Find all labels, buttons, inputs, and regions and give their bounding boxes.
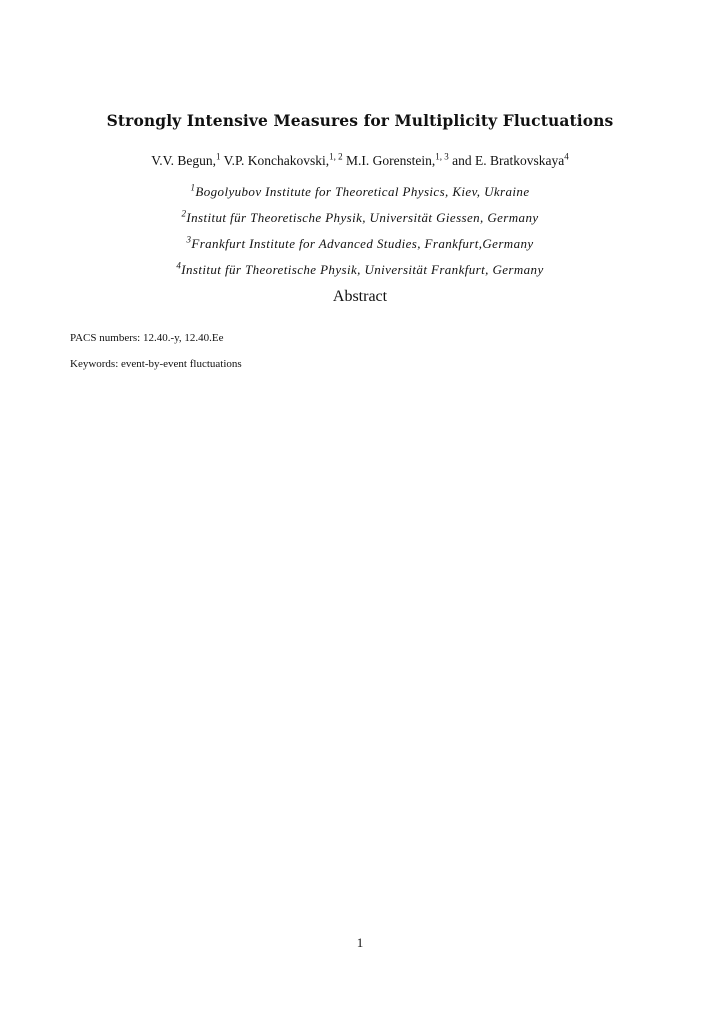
affiliation: $^2$Institut für Theoretische Physik, Universität Giessen, Germany bbox=[181, 208, 539, 225]
affiliation: $^1$Bogolyubov Institute for Theoretical Physics, Kiev, Ukraine bbox=[190, 182, 530, 199]
author-affiliation-mark: 1, 3 bbox=[435, 151, 449, 162]
author-affiliation-mark: 1 bbox=[216, 151, 221, 162]
paper-title: Strongly Intensive Measures for Multiplicity Fluctuations bbox=[106, 111, 614, 130]
author-list bbox=[0, 153, 720, 169]
keywords: Keywords: event-by-event fluctuations bbox=[70, 358, 242, 370]
author: M.I. Gorenstein,$^{1, 3}$ bbox=[346, 151, 449, 168]
affiliation: $^4$Institut für Theoretische Physik, Universität Frankfurt, Germany bbox=[176, 260, 544, 277]
author: and E. Bratkovskaya$^4$ bbox=[452, 151, 569, 168]
affiliation: $^3$Frankfurt Institute for Advanced Studies, Frankfurt,Germany bbox=[186, 234, 534, 251]
author-affiliation-mark: 4 bbox=[564, 151, 569, 162]
page-number: 1 bbox=[356, 935, 364, 950]
author-affiliation-mark: 1, 2 bbox=[329, 151, 343, 162]
pacs-numbers: PACS numbers: 12.40.-y, 12.40.Ee bbox=[70, 332, 224, 344]
author: V.V. Begun,$^1$ bbox=[151, 151, 221, 168]
author: V.P. Konchakovski,$^{1, 2}$ bbox=[223, 151, 343, 168]
abstract-heading: Abstract bbox=[332, 288, 388, 305]
affiliation-list bbox=[0, 182, 720, 286]
